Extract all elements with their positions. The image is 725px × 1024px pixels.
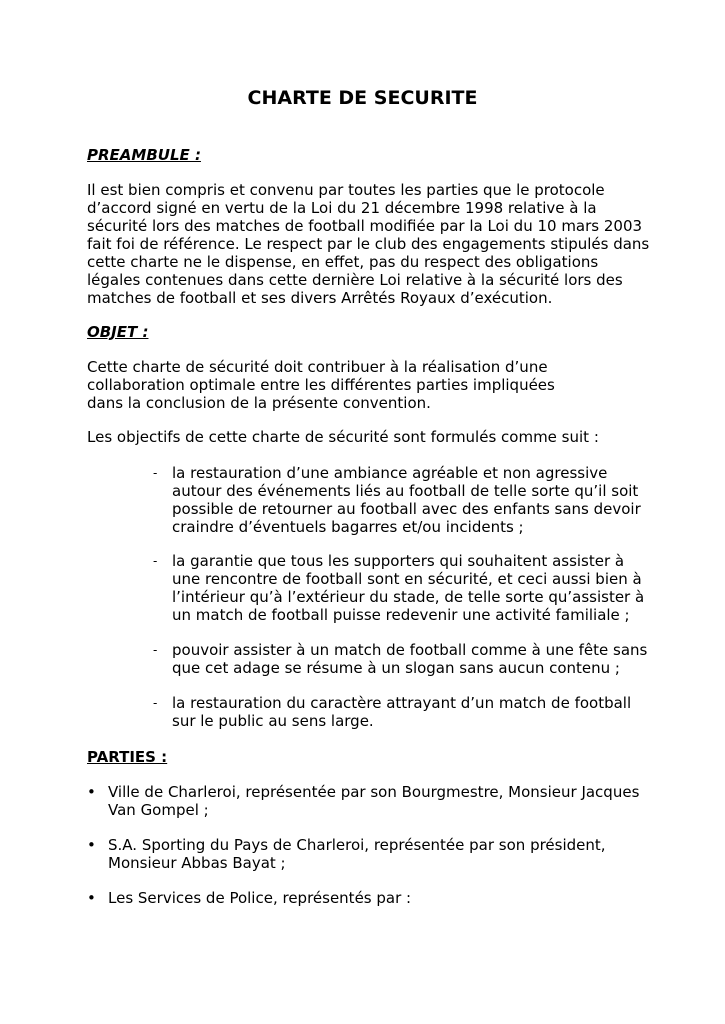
list-item-line: pouvoir assister à un match de football comme à une fête sans xyxy=(172,641,648,659)
list-item-line: la restauration d’une ambiance agréable et non agressive xyxy=(172,464,608,482)
paragraph-line: légales contenues dans cette dernière Loi relative à la sécurité lors des xyxy=(87,271,623,289)
list-item-line: une rencontre de football sont en sécurité, et ceci aussi bien à xyxy=(172,570,642,588)
preambule-heading: PREAMBULE : xyxy=(87,146,201,164)
preambule-paragraph xyxy=(87,181,657,307)
list-item-line: un match de football puisse redevenir une activité familiale ; xyxy=(172,606,630,624)
bullet-marker: • xyxy=(87,783,96,801)
list-item-line: possible de retourner au football avec des enfants sans devoir xyxy=(172,500,641,518)
document-title: CHARTE DE SECURITE xyxy=(247,87,478,109)
paragraph-line: d’accord signé en vertu de la Loi du 21 décembre 1998 relative à la xyxy=(87,199,597,217)
dash-marker: - xyxy=(153,643,158,657)
dash-marker: - xyxy=(153,554,158,568)
list-item-line: S.A. Sporting du Pays de Charleroi, représentée par son président, xyxy=(108,836,606,854)
objet-heading: OBJET : xyxy=(87,323,149,341)
bullet-marker: • xyxy=(87,836,96,854)
parties-heading: PARTIES : xyxy=(87,748,168,766)
paragraph-line: sécurité lors des matches de football modifiée par la Loi du 10 mars 2003 xyxy=(87,217,643,235)
paragraph-line: Il est bien compris et convenu par toutes les parties que le protocole xyxy=(87,181,605,199)
bullet-marker: • xyxy=(87,889,96,907)
list-item-line: Van Gompel ; xyxy=(108,801,209,819)
list-item-line: Les Services de Police, représentés par : xyxy=(108,889,412,907)
paragraph-line: dans la conclusion de la présente convention. xyxy=(87,394,431,412)
paragraph-line: cette charte ne le dispense, en effet, pas du respect des obligations xyxy=(87,253,599,271)
list-item-line: l’intérieur qu’à l’extérieur du stade, de telle sorte qu’assister à xyxy=(172,588,645,606)
dash-marker: - xyxy=(153,466,158,480)
list-item-line: la garantie que tous les supporters qui souhaitent assister à xyxy=(172,552,625,570)
paragraph-line: fait foi de référence. Le respect par le club des engagements stipulés dans xyxy=(87,235,650,253)
list-item-line: que cet adage se résume à un slogan sans aucun contenu ; xyxy=(172,659,620,677)
list-item-line: Ville de Charleroi, représentée par son Bourgmestre, Monsieur Jacques xyxy=(108,783,640,801)
dash-marker: - xyxy=(153,696,158,710)
objet-paragraph xyxy=(87,358,657,412)
list-item-line: autour des événements liés au football de telle sorte qu’il soit xyxy=(172,482,639,500)
list-item-line: sur le public au sens large. xyxy=(172,712,374,730)
list-item-line: craindre d’éventuels bagarres et/ou incidents ; xyxy=(172,518,524,536)
objectives-intro: Les objectifs de cette charte de sécurité sont formulés comme suit : xyxy=(87,428,599,446)
paragraph-line: matches de football et ses divers Arrêtés Royaux d’exécution. xyxy=(87,289,553,307)
paragraph-line: Cette charte de sécurité doit contribuer à la réalisation d’une xyxy=(87,358,548,376)
list-item-line: Monsieur Abbas Bayat ; xyxy=(108,854,286,872)
list-item-line: la restauration du caractère attrayant d’un match de football xyxy=(172,694,632,712)
paragraph-line: collaboration optimale entre les différentes parties impliquées xyxy=(87,376,555,394)
